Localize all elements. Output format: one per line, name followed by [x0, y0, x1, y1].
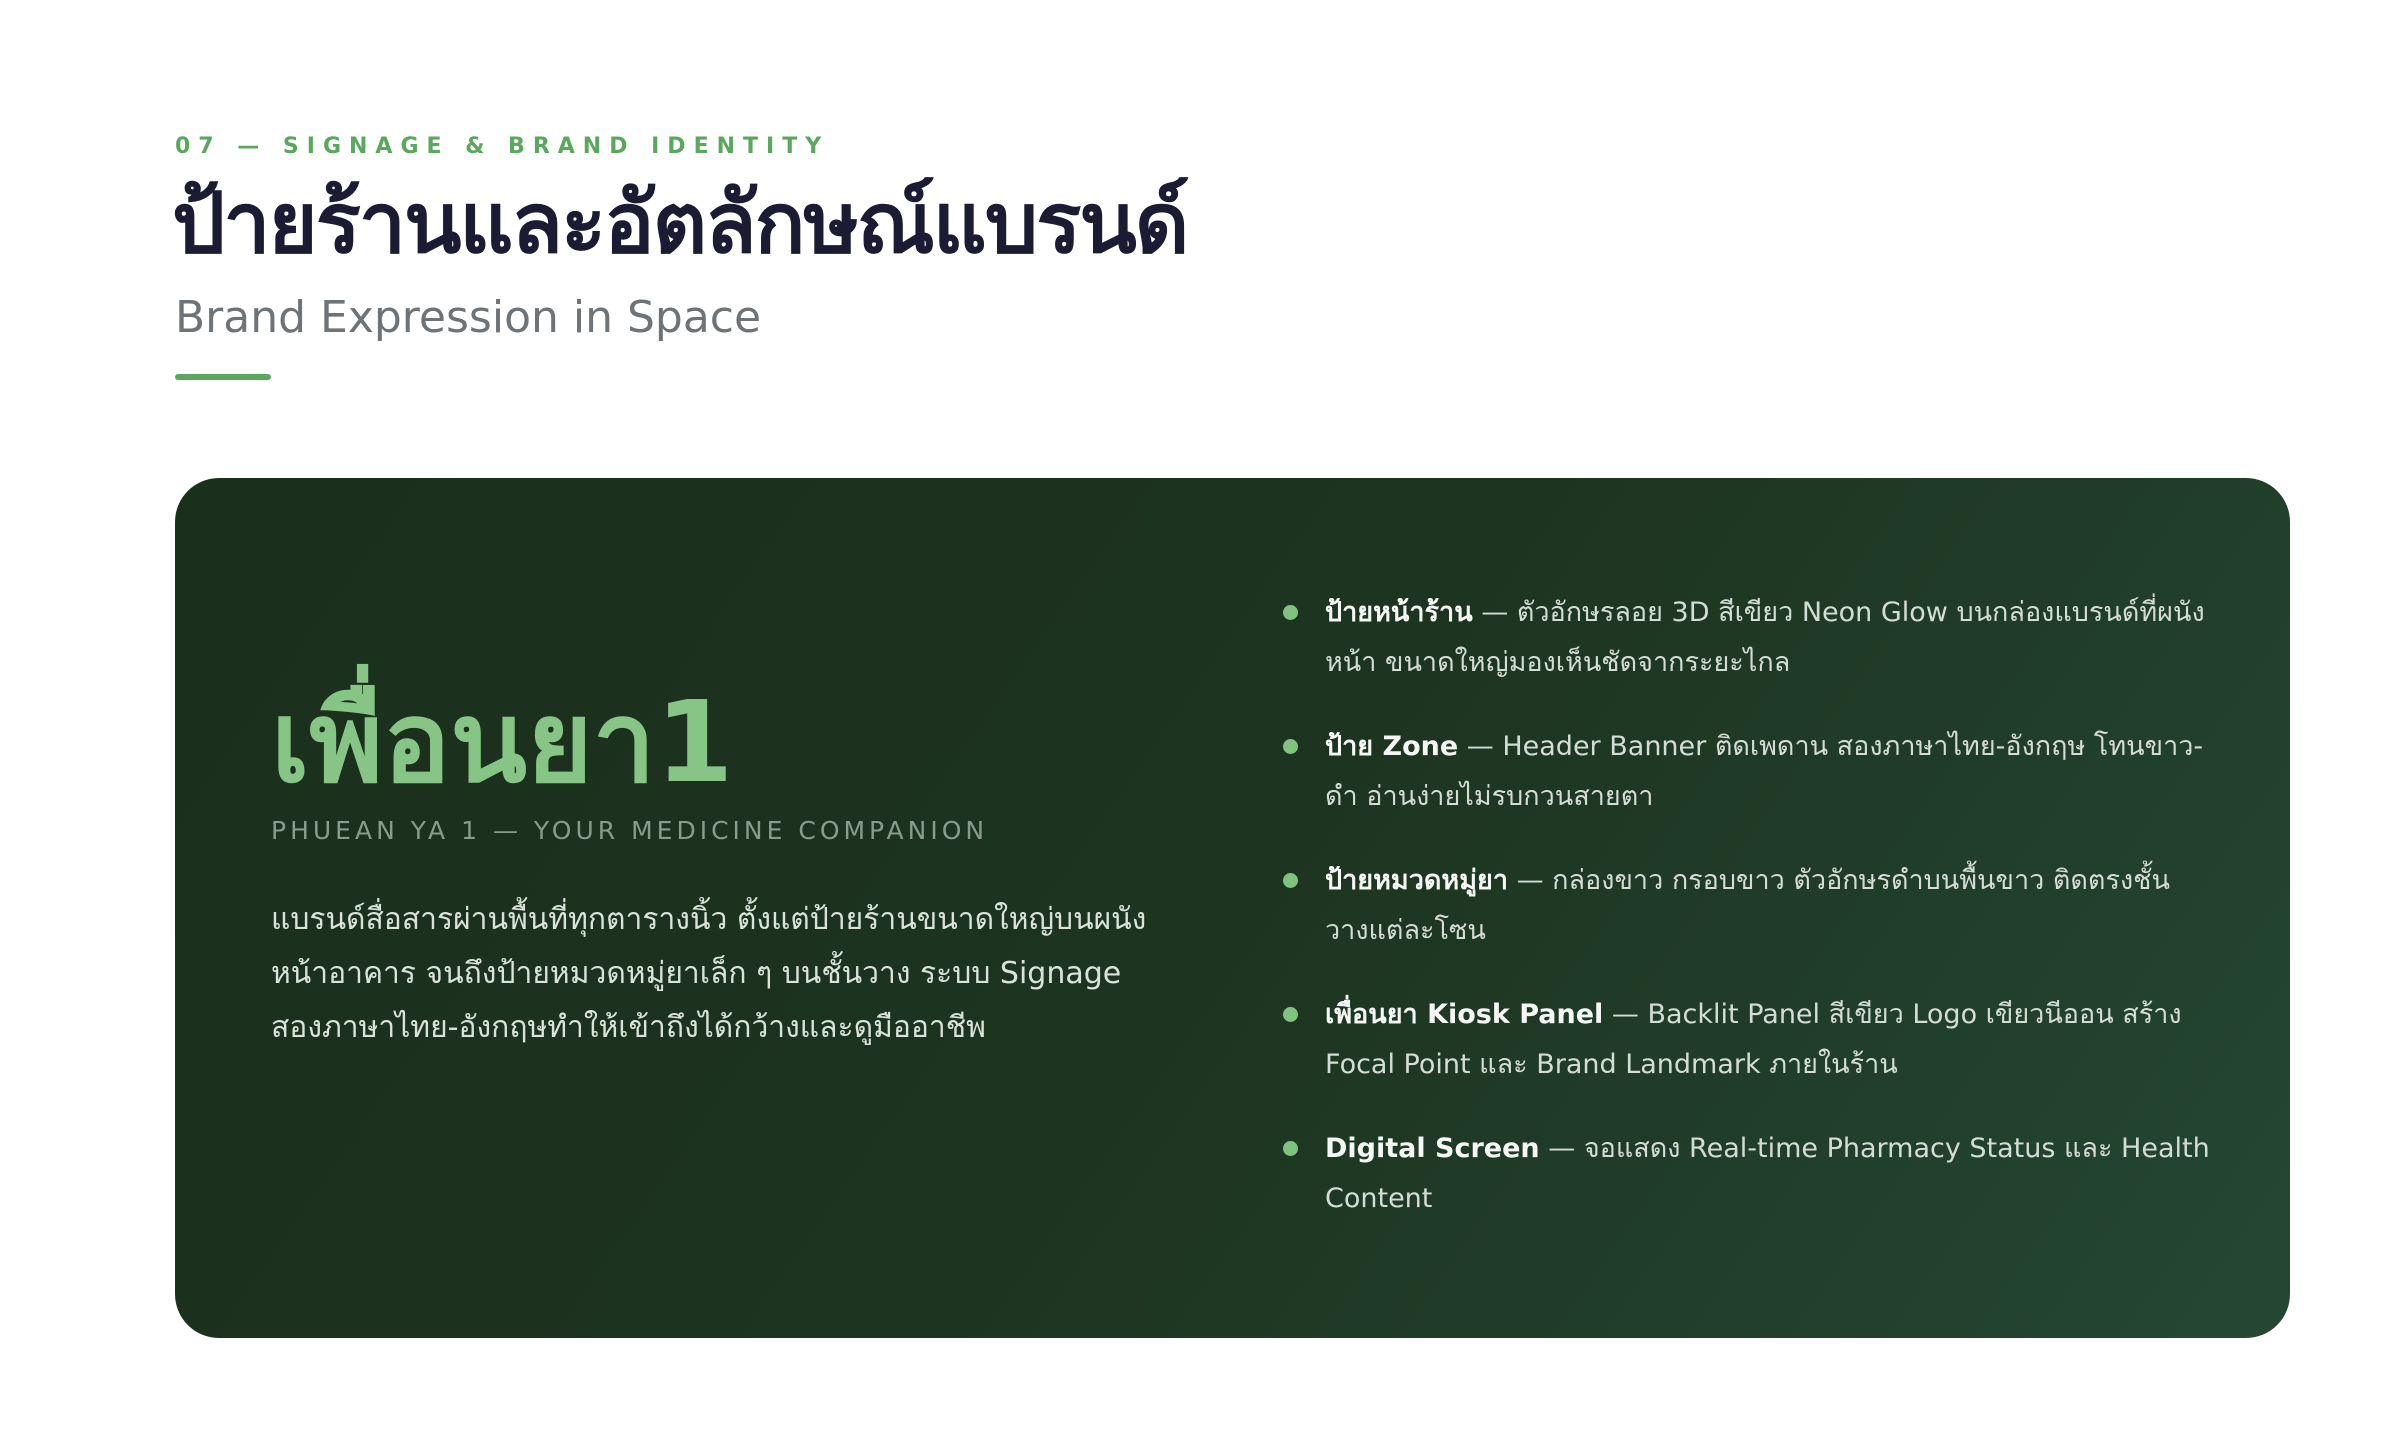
bullet-dot-icon — [1283, 605, 1298, 620]
signage-item-label: ป้ายหมวดหมู่ยา — [1325, 865, 1508, 896]
signage-item-text: — Header Banner ติดเพดาน สองภาษาไทย-อังกฤษ โทนขาว-ดำ อ่านง่ายไม่รบกวนสายตา — [1325, 731, 2204, 812]
bullet-dot-icon — [1283, 739, 1298, 754]
signage-item-text: — จอแสดง Real-time Pharmacy Status และ Health Content — [1325, 1133, 2210, 1214]
signage-item-kiosk — [1280, 990, 2210, 1090]
signage-item-category — [1280, 856, 2210, 956]
section-eyebrow: 07 — SIGNAGE & BRAND IDENTITY — [175, 134, 830, 159]
bullet-dot-icon — [1283, 873, 1298, 888]
signage-item-label: ป้าย Zone — [1325, 731, 1459, 762]
signage-item-label: Digital Screen — [1325, 1133, 1540, 1164]
brand-tagline: PHUEAN YA 1 — YOUR MEDICINE COMPANION — [271, 816, 989, 845]
brand-description: แบรนด์สื่อสารผ่านพื้นที่ทุกตารางนิ้ว ตั้งแต่ป้ายร้านขนาดใหญ่บนผนังหน้าอาคาร จนถึงป้ายหมวดหมู่ยาเล็ก ๆ บนชั้นวาง ระบบ Signage สองภาษาไทย-อังกฤษทำให้เข้าถึงได้กว้างและดูมืออาชีพ — [271, 902, 1147, 1045]
signage-item-storefront — [1280, 588, 2210, 688]
brand-card — [175, 478, 2290, 1338]
signage-item-text: — Backlit Panel สีเขียว Logo เขียวนีออน สร้าง Focal Point และ Brand Landmark ภายในร้าน — [1325, 999, 2182, 1080]
accent-divider — [175, 374, 271, 380]
page-title: ป้ายร้านและอัตลักษณ์แบรนด์ — [172, 174, 1188, 272]
signage-item-text: — กล่องขาว กรอบขาว ตัวอักษรดำบนพื้นขาว ติดตรงชั้นวางแต่ละโซน — [1325, 865, 2170, 946]
signage-item-zone — [1280, 722, 2210, 822]
brand-intro — [271, 678, 1171, 1055]
signage-list — [1280, 588, 2210, 1258]
bullet-dot-icon — [1283, 1007, 1298, 1022]
page-subtitle: Brand Expression in Space — [175, 292, 762, 343]
signage-item-digital-screen — [1280, 1124, 2210, 1224]
signage-item-label: เพื่อนยา Kiosk Panel — [1325, 999, 1604, 1030]
signage-item-text: — ตัวอักษรลอย 3D สีเขียว Neon Glow บนกล่องแบรนด์ที่ผนังหน้า ขนาดใหญ่มองเห็นชัดจากระยะไกล — [1325, 597, 2205, 678]
bullet-dot-icon — [1283, 1141, 1298, 1156]
signage-item-label: ป้ายหน้าร้าน — [1325, 597, 1473, 628]
brand-name: เพื่อนยา1 — [271, 678, 734, 808]
